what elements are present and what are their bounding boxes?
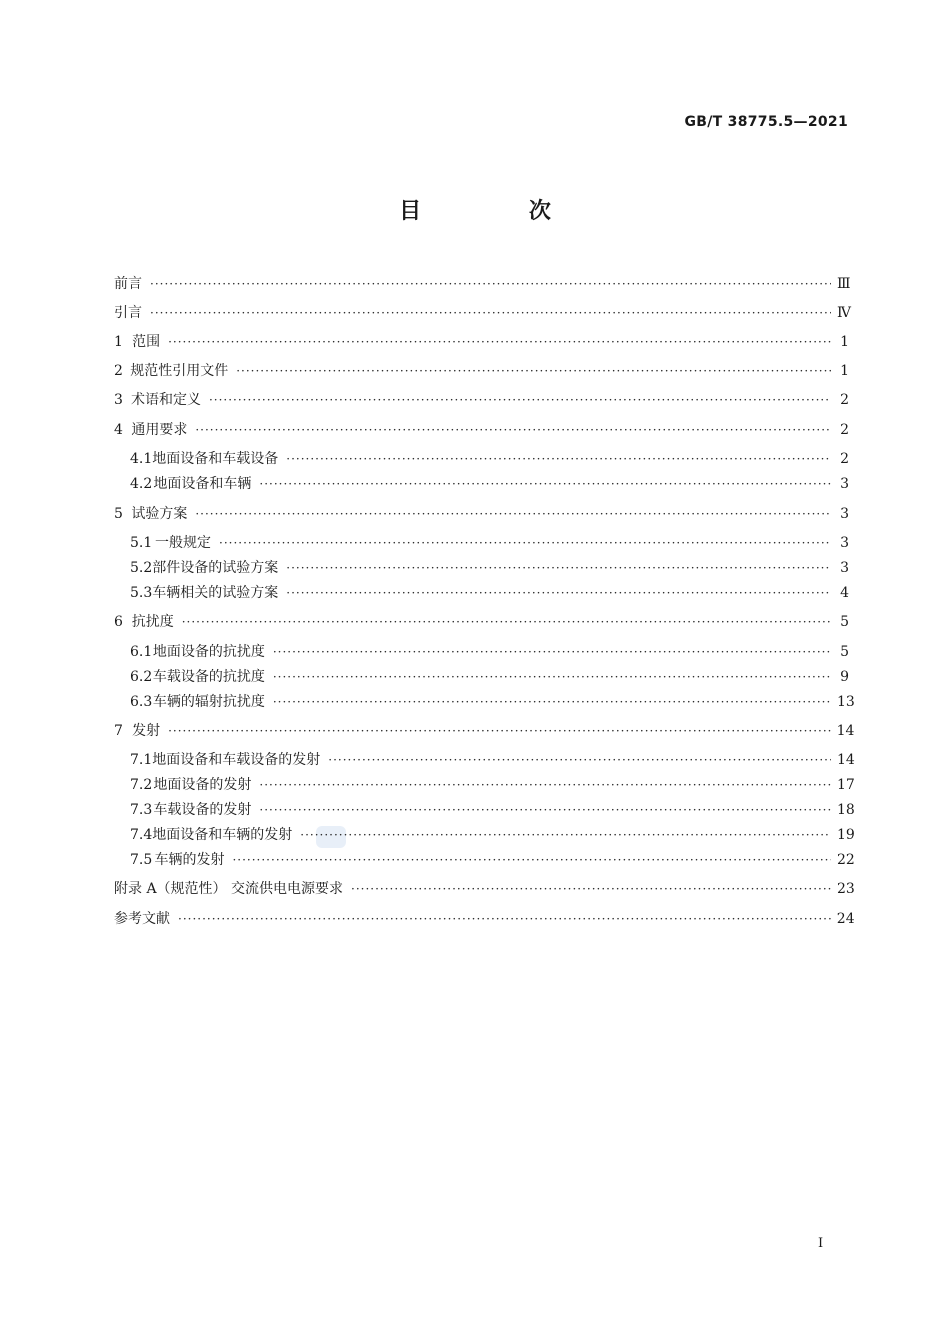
toc-entry-number: 6.3 xyxy=(130,694,153,710)
toc-entry-label: 地面设备和车载设备 xyxy=(152,451,279,467)
toc-entry-page: 13 xyxy=(837,694,855,710)
toc-entry-number: 3 xyxy=(114,392,123,408)
toc-leader-dots xyxy=(150,301,831,325)
toc-entry-number: 6.2 xyxy=(130,669,153,685)
toc-entry-page: 3 xyxy=(840,560,849,576)
toc-leader-dots xyxy=(286,447,831,471)
toc-leader-dots xyxy=(273,665,831,689)
toc-entry-4-1[interactable] xyxy=(130,447,849,471)
toc-entry-page: 9 xyxy=(840,669,849,685)
toc-leader-dots xyxy=(273,640,831,664)
toc-entry-number: 4 xyxy=(114,422,123,438)
toc-entry-5-2[interactable] xyxy=(130,556,849,580)
toc-entry-annex-a[interactable] xyxy=(114,877,855,901)
toc-entry-label: 地面设备和车载设备的发射 xyxy=(152,752,321,768)
toc-entry-7-2[interactable] xyxy=(130,773,855,797)
toc-entry-label: 车辆的发射 xyxy=(154,852,225,868)
toc-leader-dots xyxy=(195,418,831,442)
toc-entry-5-3[interactable] xyxy=(130,581,849,605)
toc-entry-6-2[interactable] xyxy=(130,665,849,689)
toc-entry-number: 1 xyxy=(114,334,123,350)
toc-entry-6-1[interactable] xyxy=(130,640,849,664)
toc-entry-page: 1 xyxy=(840,363,849,379)
toc-entry-label: 发射 xyxy=(132,723,161,739)
toc-entry-label: 规范性引用文件 xyxy=(130,363,229,379)
toc-leader-dots xyxy=(351,877,831,901)
toc-entry-number: 6.1 xyxy=(130,644,153,660)
toc-entry-number: 4.1 xyxy=(130,451,153,467)
toc-entry-4-2[interactable] xyxy=(130,472,849,496)
toc-entry-number: 7.1 xyxy=(130,752,153,768)
toc-entry-label: 试验方案 xyxy=(131,506,188,522)
toc-entry-foreword[interactable] xyxy=(114,272,849,296)
toc-entry-label: 地面设备的抗扰度 xyxy=(152,644,265,660)
toc-entry-page: 18 xyxy=(837,802,855,818)
toc-entry-7-1[interactable] xyxy=(130,748,855,772)
toc-entry-page: Ⅲ xyxy=(837,276,851,292)
toc-entry-page: 24 xyxy=(836,911,855,927)
toc-entry-number: 7.3 xyxy=(130,802,153,818)
toc-entry-number: 7.5 xyxy=(130,852,153,868)
toc-leader-dots xyxy=(168,330,831,354)
toc-entry-introduction[interactable] xyxy=(114,301,849,325)
toc-entry-label: 地面设备和车辆 xyxy=(153,476,252,492)
toc-leader-dots xyxy=(259,472,831,496)
toc-entry-number: 7.4 xyxy=(130,827,153,843)
toc-entry-label: 抗扰度 xyxy=(131,614,174,630)
toc-leader-dots xyxy=(178,907,831,931)
toc-entry-number: 6 xyxy=(114,614,123,630)
toc-entry-label: 范围 xyxy=(132,334,161,350)
toc-leader-dots xyxy=(195,502,831,526)
toc-entry-4[interactable] xyxy=(114,418,849,442)
toc-entry-page: 3 xyxy=(840,506,849,522)
toc-entry-page: 4 xyxy=(840,585,849,601)
toc-entry-label: 附录 A（规范性） 交流供电电源要求 xyxy=(114,881,344,897)
toc-entry-page: 22 xyxy=(837,852,855,868)
toc-entry-label: 前言 xyxy=(114,276,142,292)
toc-entry-label: 地面设备的发射 xyxy=(153,777,252,793)
toc-leader-dots xyxy=(259,773,831,797)
toc-entry-page: 2 xyxy=(840,451,849,467)
toc-leader-dots xyxy=(273,690,831,714)
toc-entry-7-4[interactable] xyxy=(130,823,855,847)
toc-entry-page: 3 xyxy=(840,535,849,551)
toc-entry-page: 14 xyxy=(836,723,855,739)
toc-entry-bibliography[interactable] xyxy=(114,907,855,931)
toc-entry-number: 5 xyxy=(114,506,123,522)
toc-entry-page: 2 xyxy=(840,392,849,408)
page-number: I xyxy=(818,1236,824,1251)
toc-leader-dots xyxy=(168,719,831,743)
toc-leader-dots xyxy=(236,359,831,383)
toc-entry-page: 17 xyxy=(837,777,855,793)
toc-entry-label: 地面设备和车辆的发射 xyxy=(152,827,293,843)
toc-entry-label: 一般规定 xyxy=(155,535,212,551)
toc-entry-label: 引言 xyxy=(114,305,142,321)
toc-leader-dots xyxy=(286,556,831,580)
toc-entry-label: 车辆相关的试验方案 xyxy=(152,585,279,601)
standard-number: GB/T 38775.5—2021 xyxy=(684,114,848,130)
toc-leader-dots xyxy=(286,581,831,605)
toc-entry-6[interactable] xyxy=(114,610,849,634)
toc-entry-page: 1 xyxy=(840,334,849,350)
toc-leader-dots xyxy=(259,798,831,822)
toc-entry-page: Ⅳ xyxy=(837,305,851,321)
toc-leader-dots xyxy=(182,610,831,634)
toc-leader-dots xyxy=(300,823,831,847)
toc-entry-page: 3 xyxy=(840,476,849,492)
toc-entry-number: 7 xyxy=(114,723,123,739)
toc-entry-number: 5.2 xyxy=(130,560,153,576)
toc-entry-page: 2 xyxy=(840,422,849,438)
toc-entry-label: 车辆的辐射抗扰度 xyxy=(152,694,265,710)
toc-entry-label: 术语和定义 xyxy=(130,392,201,408)
toc-entry-1[interactable] xyxy=(114,330,849,354)
toc-entry-page: 19 xyxy=(837,827,855,843)
toc-leader-dots xyxy=(232,848,831,872)
toc-entry-3[interactable] xyxy=(114,388,849,412)
toc-entry-2[interactable] xyxy=(114,359,849,383)
toc-entry-label: 部件设备的试验方案 xyxy=(152,560,279,576)
toc-leader-dots xyxy=(209,388,831,412)
toc-entry-page: 14 xyxy=(837,752,855,768)
toc-entry-number: 5.3 xyxy=(130,585,153,601)
toc-title: 目 次 xyxy=(399,199,601,224)
toc-entry-label: 车载设备的发射 xyxy=(153,802,252,818)
toc-entry-label: 参考文献 xyxy=(114,911,170,927)
toc-entry-number: 4.2 xyxy=(130,476,153,492)
toc-entry-page: 5 xyxy=(840,614,849,630)
toc-entry-7-5[interactable] xyxy=(130,848,855,872)
toc-entry-5[interactable] xyxy=(114,502,849,526)
toc-entry-number: 5.1 xyxy=(130,535,153,551)
toc-leader-dots xyxy=(150,272,831,296)
toc-entry-7[interactable] xyxy=(114,719,855,743)
toc-leader-dots xyxy=(219,531,831,555)
toc-entry-label: 车载设备的抗扰度 xyxy=(152,669,265,685)
toc-leader-dots xyxy=(328,748,831,772)
toc-entry-7-3[interactable] xyxy=(130,798,855,822)
toc-entry-number: 2 xyxy=(114,363,123,379)
toc-entry-5-1[interactable] xyxy=(130,531,849,555)
toc-entry-page: 5 xyxy=(840,644,849,660)
toc-entry-label: 通用要求 xyxy=(131,422,188,438)
toc-entry-number: 7.2 xyxy=(130,777,153,793)
toc-entry-6-3[interactable] xyxy=(130,690,855,714)
toc-entry-page: 23 xyxy=(837,881,855,897)
